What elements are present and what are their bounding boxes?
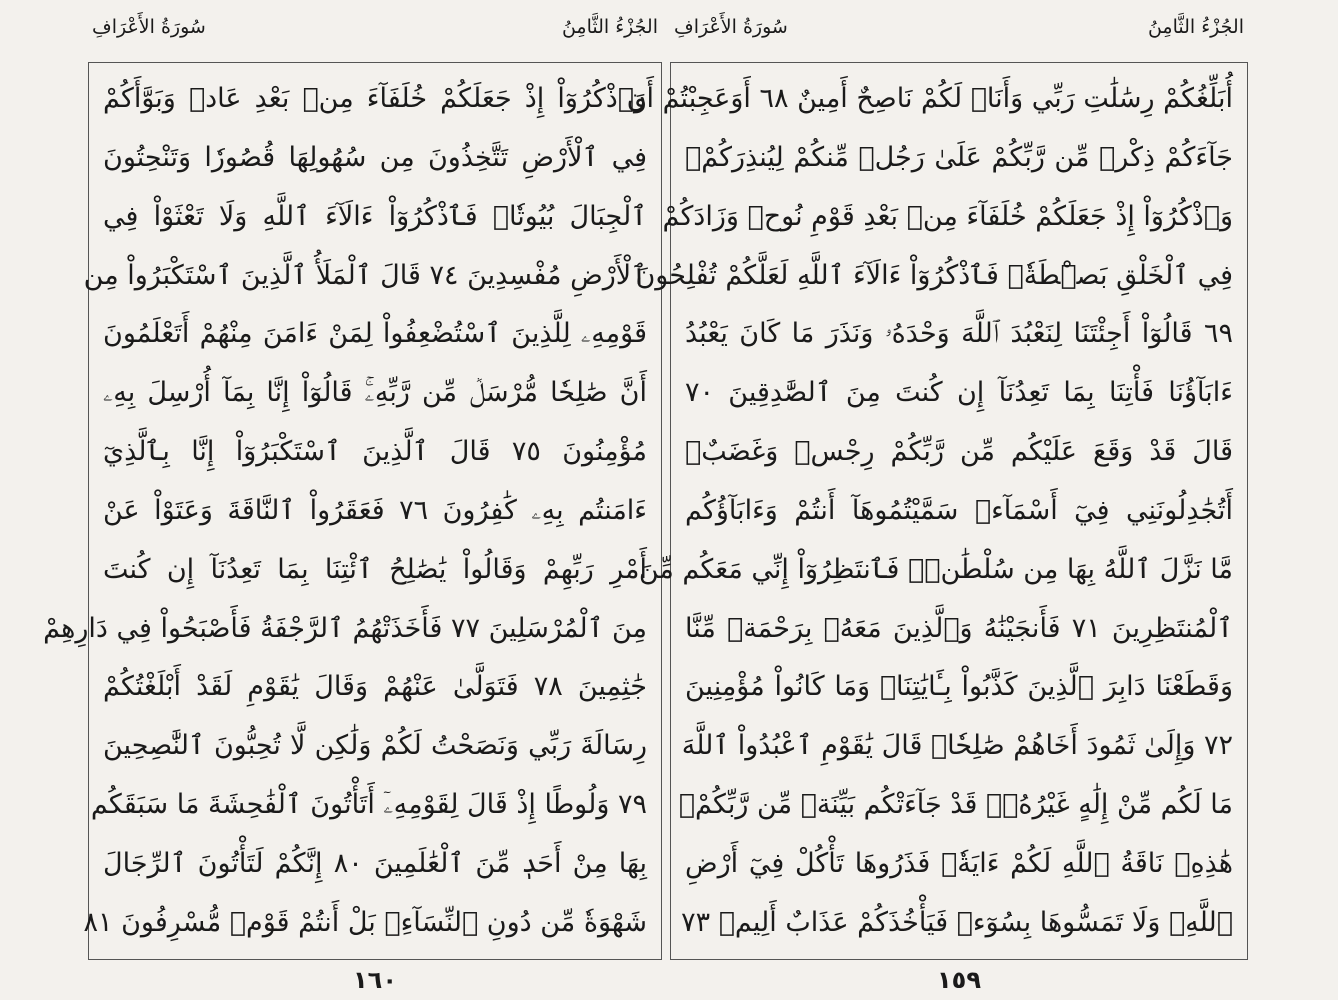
verse-lines: [626, 73, 1233, 949]
verse-line: شَهْوَةٗ مِّن دُونِ ٱلنِّسَآءِۚ بَلْ أَنتُمْ قَوْمٞ مُّسْرِفُونَ ٨١: [83, 906, 647, 938]
verse-line: رِسَالَةَ رَبِّي وَنَصَحْتُ لَكُمْ وَلَٰكِن لَّا تُحِبُّونَ ٱلنَّٰصِحِينَ: [103, 730, 647, 762]
verse-line: ٱلْمُنتَظِرِينَ ٧١ فَأَنجَيْنَٰهُ وَٱلَّذِينَ مَعَهُۥ بِرَحْمَةٖ مِّنَّا: [685, 612, 1233, 644]
page-frame: [626, 62, 1248, 960]
verse-line: فِي ٱلْأَرْضِ تَتَّخِذُونَ مِن سُهُولِهَا قُصُورٗا وَتَنْحِتُونَ: [103, 141, 647, 173]
juz-header: الجُزْءُ الثَّامِنُ: [1147, 16, 1244, 38]
verse-line: ٧٢ وَإِلَىٰ ثَمُودَ أَخَاهُمْ صَٰلِحٗاۚ قَالَ يَٰقَوْمِ ٱعْبُدُواْ ٱللَّهَ: [681, 730, 1233, 762]
left-page: [43, 0, 662, 1000]
verse-line: قَوْمِهِۦ لِلَّذِينَ ٱسْتُضْعِفُواْ لِمَنْ ءَامَنَ مِنْهُمْ أَتَعْلَمُونَ: [103, 318, 647, 350]
verse-line: ٱلْجِبَالَ بُيُوتٗاۖ فَٱذْكُرُوٓاْ ءَالَآءَ ٱللَّهِ وَلَا تَعْثَوْاْ فِي: [103, 200, 647, 232]
juz-header: الجُزْءُ الثَّامِنُ: [561, 16, 658, 38]
verse-line: أُبَلِّغُكُمْ رِسَٰلَٰتِ رَبِّي وَأَنَا۠ لَكُمْ نَاصِحٌ أَمِينٌ ٦٨ أَوَعَجِبْتُمْ أَن: [626, 83, 1233, 114]
verse-line: ٧٩ وَلُوطًا إِذْ قَالَ لِقَوْمِهِۦٓ أَتَأْتُونَ ٱلْفَٰحِشَةَ مَا سَبَقَكُم: [90, 789, 647, 821]
verse-lines: [43, 73, 648, 949]
verse-line: هَٰذِهِۦ نَاقَةُ ٱللَّهِ لَكُمْ ءَايَةٗۖ فَذَرُوهَا تَأْكُلْ فِيٓ أَرْضِ: [685, 847, 1233, 879]
verse-line: جَآءَكُمْ ذِكْرٞ مِّن رَّبِّكُمْ عَلَىٰ رَجُلٖ مِّنكُمْ لِيُنذِرَكُمْۚ: [685, 141, 1233, 173]
verse-line: ءَابَآؤُنَا فَأْتِنَا بِمَا تَعِدُنَآ إِن كُنتَ مِنَ ٱلصَّٰدِقِينَ ٧٠: [685, 377, 1233, 409]
verse-line: مُؤْمِنُونَ ٧٥ قَالَ ٱلَّذِينَ ٱسْتَكْبَرُوٓاْ إِنَّا بِٱلَّذِيٓ: [103, 436, 647, 468]
verse-line: أَنَّ صَٰلِحٗا مُّرْسَلٞ مِّن رَّبِّهِۦۚ قَالُوٓاْ إِنَّا بِمَآ أُرْسِلَ بِهِۦ: [103, 377, 647, 409]
verse-line: مِنَ ٱلْمُرْسَلِينَ ٧٧ فَأَخَذَتْهُمُ ٱلرَّجْفَةُ فَأَصْبَحُواْ فِي دَارِهِمْ: [43, 612, 647, 644]
verse-line: بِهَا مِنْ أَحَدٖ مِّنَ ٱلْعَٰلَمِينَ ٨٠ إِنَّكُمْ لَتَأْتُونَ ٱلرِّجَالَ: [103, 847, 647, 879]
verse-line: مَا لَكُم مِّنْ إِلَٰهٍ غَيْرُهُۥۖ قَدْ جَآءَتْكُم بَيِّنَةٞ مِّن رَّبِّكُمْۖ: [678, 789, 1233, 821]
verse-line: ٱلْأَرْضِ مُفْسِدِينَ ٧٤ قَالَ ٱلْمَلَأُ ٱلَّذِينَ ٱسْتَكْبَرُواْ مِن: [83, 259, 647, 291]
verse-line: جَٰثِمِينَ ٧٨ فَتَوَلَّىٰ عَنْهُمْ وَقَالَ يَٰقَوْمِ لَقَدْ أَبْلَغْتُكُمْ: [103, 671, 648, 703]
verse-line: وَٱذْكُرُوٓاْ إِذْ جَعَلَكُمْ خُلَفَآءَ مِنۢ بَعْدِ قَوْمِ نُوحٖ وَزَادَكُمْ: [662, 200, 1233, 232]
verse-line: قَالَ قَدْ وَقَعَ عَلَيْكُم مِّن رَّبِّكُمْ رِجْسٞ وَغَضَبٌۖ: [685, 436, 1233, 468]
verse-line: وَقَطَعْنَا دَابِرَ ٱلَّذِينَ كَذَّبُواْ بِـَٔايَٰتِنَاۖ وَمَا كَانُواْ مُؤْمِنِينَ: [685, 671, 1233, 703]
page-number: ١٥٩: [937, 966, 981, 994]
verse-line: ءَامَنتُم بِهِۦ كَٰفِرُونَ ٧٦ فَعَقَرُواْ ٱلنَّاقَةَ وَعَتَوْاْ عَنْ: [103, 494, 647, 526]
surah-header: سُورَةُ الأَعْرَافِ: [92, 16, 206, 38]
verse-line: ٱللَّهِۖ وَلَا تَمَسُّوهَا بِسُوٓءٖ فَيَأْخُذَكُمْ عَذَابٌ أَلِيمٞ ٧٣: [681, 906, 1233, 938]
surah-header: سُورَةُ الأَعْرَافِ: [674, 16, 788, 38]
verse-line: فِي ٱلْخَلْقِ بَصْۜطَةٗۖ فَٱذْكُرُوٓاْ ءَالَآءَ ٱللَّهِ لَعَلَّكُمْ تُفْلِحُونَ: [635, 259, 1233, 291]
right-page: [626, 0, 1248, 1000]
page-frame: [43, 62, 662, 960]
verse-line: ٦٩ قَالُوٓاْ أَجِئْتَنَا لِنَعْبُدَ ٱللَّهَ وَحْدَهُۥ وَنَذَرَ مَا كَانَ يَعْبُدُ: [685, 318, 1233, 350]
page-number: ١٦٠: [353, 966, 397, 994]
verse-line: أَتُجَٰدِلُونَنِي فِيٓ أَسْمَآءٖ سَمَّيْتُمُوهَآ أَنتُمْ وَءَابَآؤُكُم: [685, 494, 1233, 526]
verse-line: مَّا نَزَّلَ ٱللَّهُ بِهَا مِن سُلْطَٰنٖۚ فَٱنتَظِرُوٓاْ إِنِّي مَعَكُم مِّنَ: [638, 553, 1233, 585]
verse-line: وَٱذْكُرُوٓاْ إِذْ جَعَلَكُمْ خُلَفَآءَ مِنۢ بَعْدِ عَادٖ وَبَوَّأَكُمْ: [103, 83, 647, 114]
verse-line: أَمْرِ رَبِّهِمْ وَقَالُواْ يَٰصَٰلِحُ ٱئْتِنَا بِمَا تَعِدُنَآ إِن كُنتَ: [103, 553, 647, 585]
